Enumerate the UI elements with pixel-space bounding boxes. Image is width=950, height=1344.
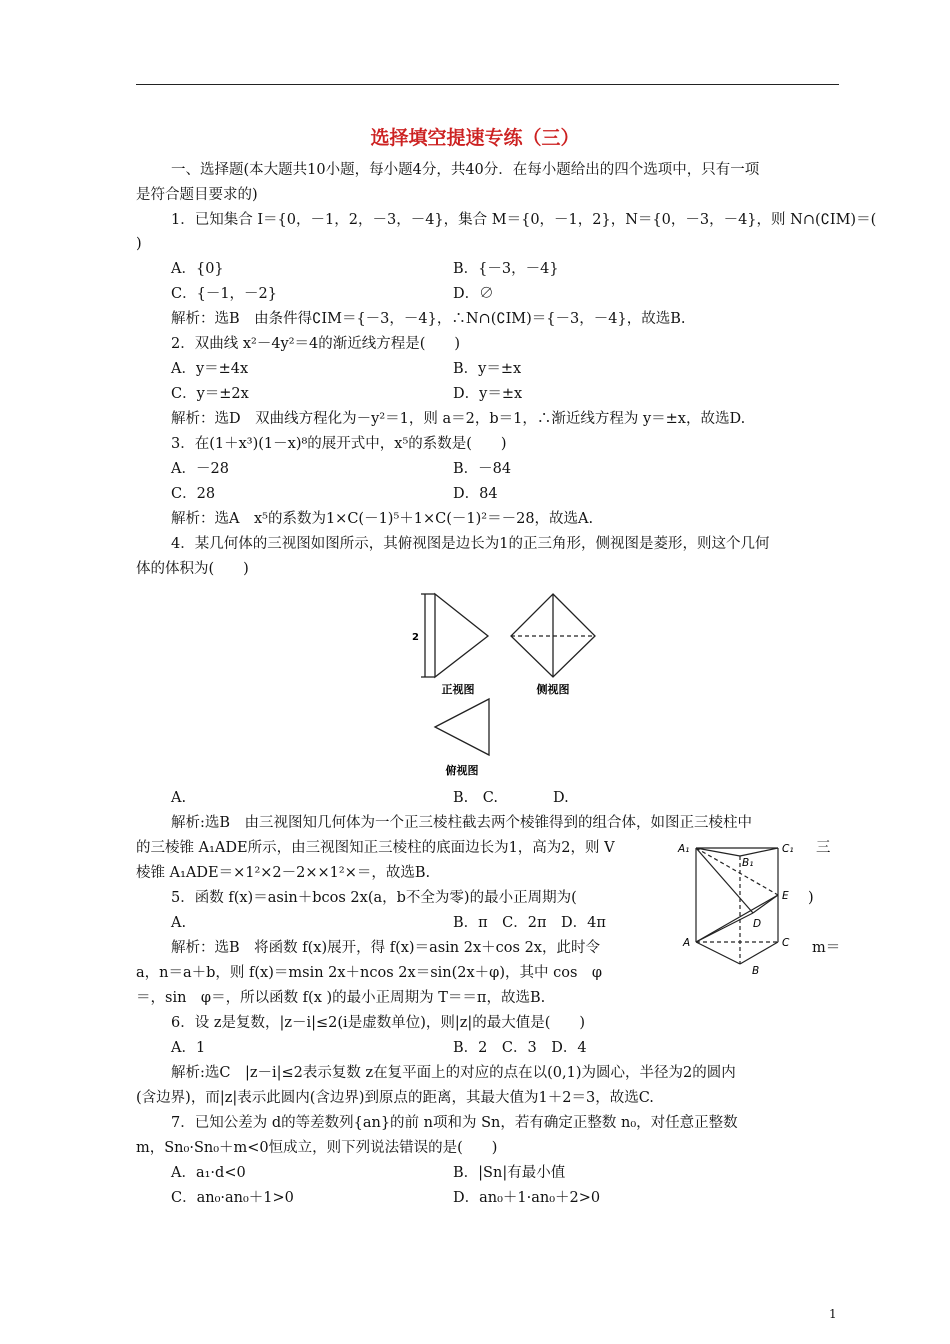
- q3-option-b: B．－84: [453, 461, 512, 477]
- q1-option-d: D．∅: [453, 286, 494, 302]
- q4-option-a: A.: [171, 790, 187, 806]
- q2-option-b: B．y＝±x: [453, 361, 522, 377]
- q2-option-d: D．y＝±x: [453, 386, 523, 402]
- q4-option-bc: B. C.: [453, 790, 498, 806]
- q7-stem: 7．已知公差为 d的等差数列{an}的前 n项和为 Sn，若有确定正整数 n₀，对任意正整数: [171, 1115, 738, 1131]
- q1-stem: 1．已知集合 I＝{0，－1，2，－3，－4}，集合 M＝{0，－1，2}，N＝{0，－3，－4}，则 N∩(∁IM)＝(: [171, 212, 877, 228]
- q1-option-c: C．{－1，－2}: [171, 286, 277, 302]
- svg-text:D: D: [753, 918, 762, 930]
- front-view-label: 正视图: [441, 683, 475, 696]
- q7-stem-cont: m，Sn₀·Sn₀＋m<0恒成立，则下列说法错误的是( ): [136, 1140, 498, 1156]
- q4-solution-end: 棱锥 A₁ADE＝×1²×2－2××1²×＝，故选B.: [136, 865, 431, 881]
- q2-stem: 2．双曲线 x²－4y²＝4的渐近线方程是( ): [171, 336, 461, 352]
- q2-option-c: C．y＝±2x: [171, 386, 249, 402]
- q4-solution-word: 三: [816, 840, 831, 856]
- section-intro-cont: 是符合题目要求的): [136, 187, 258, 203]
- q4-option-d: D.: [553, 790, 569, 806]
- top-view-label: 俯视图: [445, 764, 479, 777]
- svg-text:B: B: [752, 965, 760, 976]
- q1-option-a: A．{0}: [171, 261, 224, 277]
- front-view-triangle: [435, 594, 488, 677]
- q1-stem-cont: ): [136, 236, 142, 252]
- three-view-figure: [400, 585, 610, 785]
- q2-solution: 解析：选D 双曲线方程化为－y²＝1，则 a＝2，b＝1，∴渐近线方程为 y＝±x，故选D.: [171, 411, 746, 427]
- header-rule: [136, 84, 839, 85]
- q6-solution-cont: (含边界)，而|z|表示此圆内(含边界)到原点的距离，其最大值为1＋2＝3，故选C.: [136, 1090, 654, 1106]
- q5-option-bcd: B．π C．2π D．4π: [453, 915, 606, 931]
- q5-solution-cont: a，n＝a＋b，则 f(x)＝msin 2x＋ncos 2x＝sin(2x＋φ)，其中 cos φ: [136, 965, 603, 981]
- q5-solution-m: m＝: [812, 940, 841, 956]
- q5-solution-end: ＝，sin φ＝，所以函数 f(x )的最小正周期为 T＝＝π，故选B.: [136, 990, 546, 1006]
- q6-stem: 6．设 z是复数，|z－i|≤2(i是虚数单位)，则|z|的最大值是( ): [171, 1015, 586, 1031]
- page-number: 1: [829, 1307, 837, 1321]
- height-label: 2: [412, 632, 419, 643]
- side-view-label: 侧视图: [536, 683, 570, 696]
- q7-option-d: D．an₀＋1·an₀＋2>0: [453, 1190, 601, 1206]
- svg-text:C: C: [782, 937, 790, 949]
- q4-solution-cont: 的三棱锥 A₁ADE所示，由三视图知正三棱柱的底面边长为1，高为2，则 V: [136, 840, 615, 856]
- q7-option-c: C．an₀·an₀＋1>0: [171, 1190, 294, 1206]
- q4-stem-cont: 体的体积为( ): [136, 561, 249, 577]
- q2-option-a: A．y＝±4x: [171, 361, 249, 377]
- q5-option-a: A.: [171, 915, 187, 931]
- page-title: 选择填空提速专练（三）: [370, 127, 580, 149]
- q5-solution: 解析：选B 将函数 f(x)展开，得 f(x)＝asin 2x＋cos 2x，此时令: [171, 940, 600, 956]
- q1-option-b: B．{－3，－4}: [453, 261, 559, 277]
- svg-text:B₁: B₁: [742, 857, 754, 869]
- svg-text:E: E: [782, 890, 789, 902]
- prism-figure: [676, 836, 801, 976]
- q1-solution: 解析：选B 由条件得∁IM＝{－3，－4}，∴N∩(∁IM)＝{－3，－4}，故选B.: [171, 311, 686, 327]
- q6-option-bcd: B．2 C．3 D．4: [453, 1040, 587, 1056]
- svg-text:A₁: A₁: [678, 843, 690, 855]
- q3-option-a: A．－28: [171, 461, 229, 477]
- section-intro: 一、选择题(本大题共10小题，每小题4分，共40分．在每小题给出的四个选项中，只有一项: [171, 162, 760, 178]
- svg-text:C₁: C₁: [782, 843, 794, 855]
- q4-stem: 4．某几何体的三视图如图所示，其俯视图是边长为1的正三角形，侧视图是菱形，则这个几何: [171, 536, 770, 552]
- q4-solution: 解析:选B 由三视图知几何体为一个正三棱柱截去两个棱锥得到的组合体，如图正三棱柱中: [171, 815, 753, 831]
- q5-stem-close: ): [808, 890, 814, 906]
- q3-solution: 解析：选A x⁵的系数为1×C(－1)⁵＋1×C(－1)²＝－28，故选A.: [171, 511, 594, 527]
- svg-text:A: A: [683, 937, 691, 949]
- q7-option-a: A．a₁·d<0: [171, 1165, 246, 1181]
- top-view-triangle: [435, 699, 489, 755]
- q6-solution: 解析:选C |z－i|≤2表示复数 z在复平面上的对应的点在以(0,1)为圆心，半径为2的圆内: [171, 1065, 736, 1081]
- q3-stem: 3．在(1＋x³)(1－x)⁸的展开式中，x⁵的系数是( ): [171, 436, 507, 452]
- q6-option-a: A．1: [171, 1040, 206, 1056]
- q5-stem: 5．函数 f(x)＝asin＋bcos 2x(a，b不全为零)的最小正周期为(: [171, 890, 577, 906]
- q7-option-b: B．|Sn|有最小值: [453, 1165, 566, 1181]
- q3-option-c: C．28: [171, 486, 216, 502]
- q3-option-d: D．84: [453, 486, 498, 502]
